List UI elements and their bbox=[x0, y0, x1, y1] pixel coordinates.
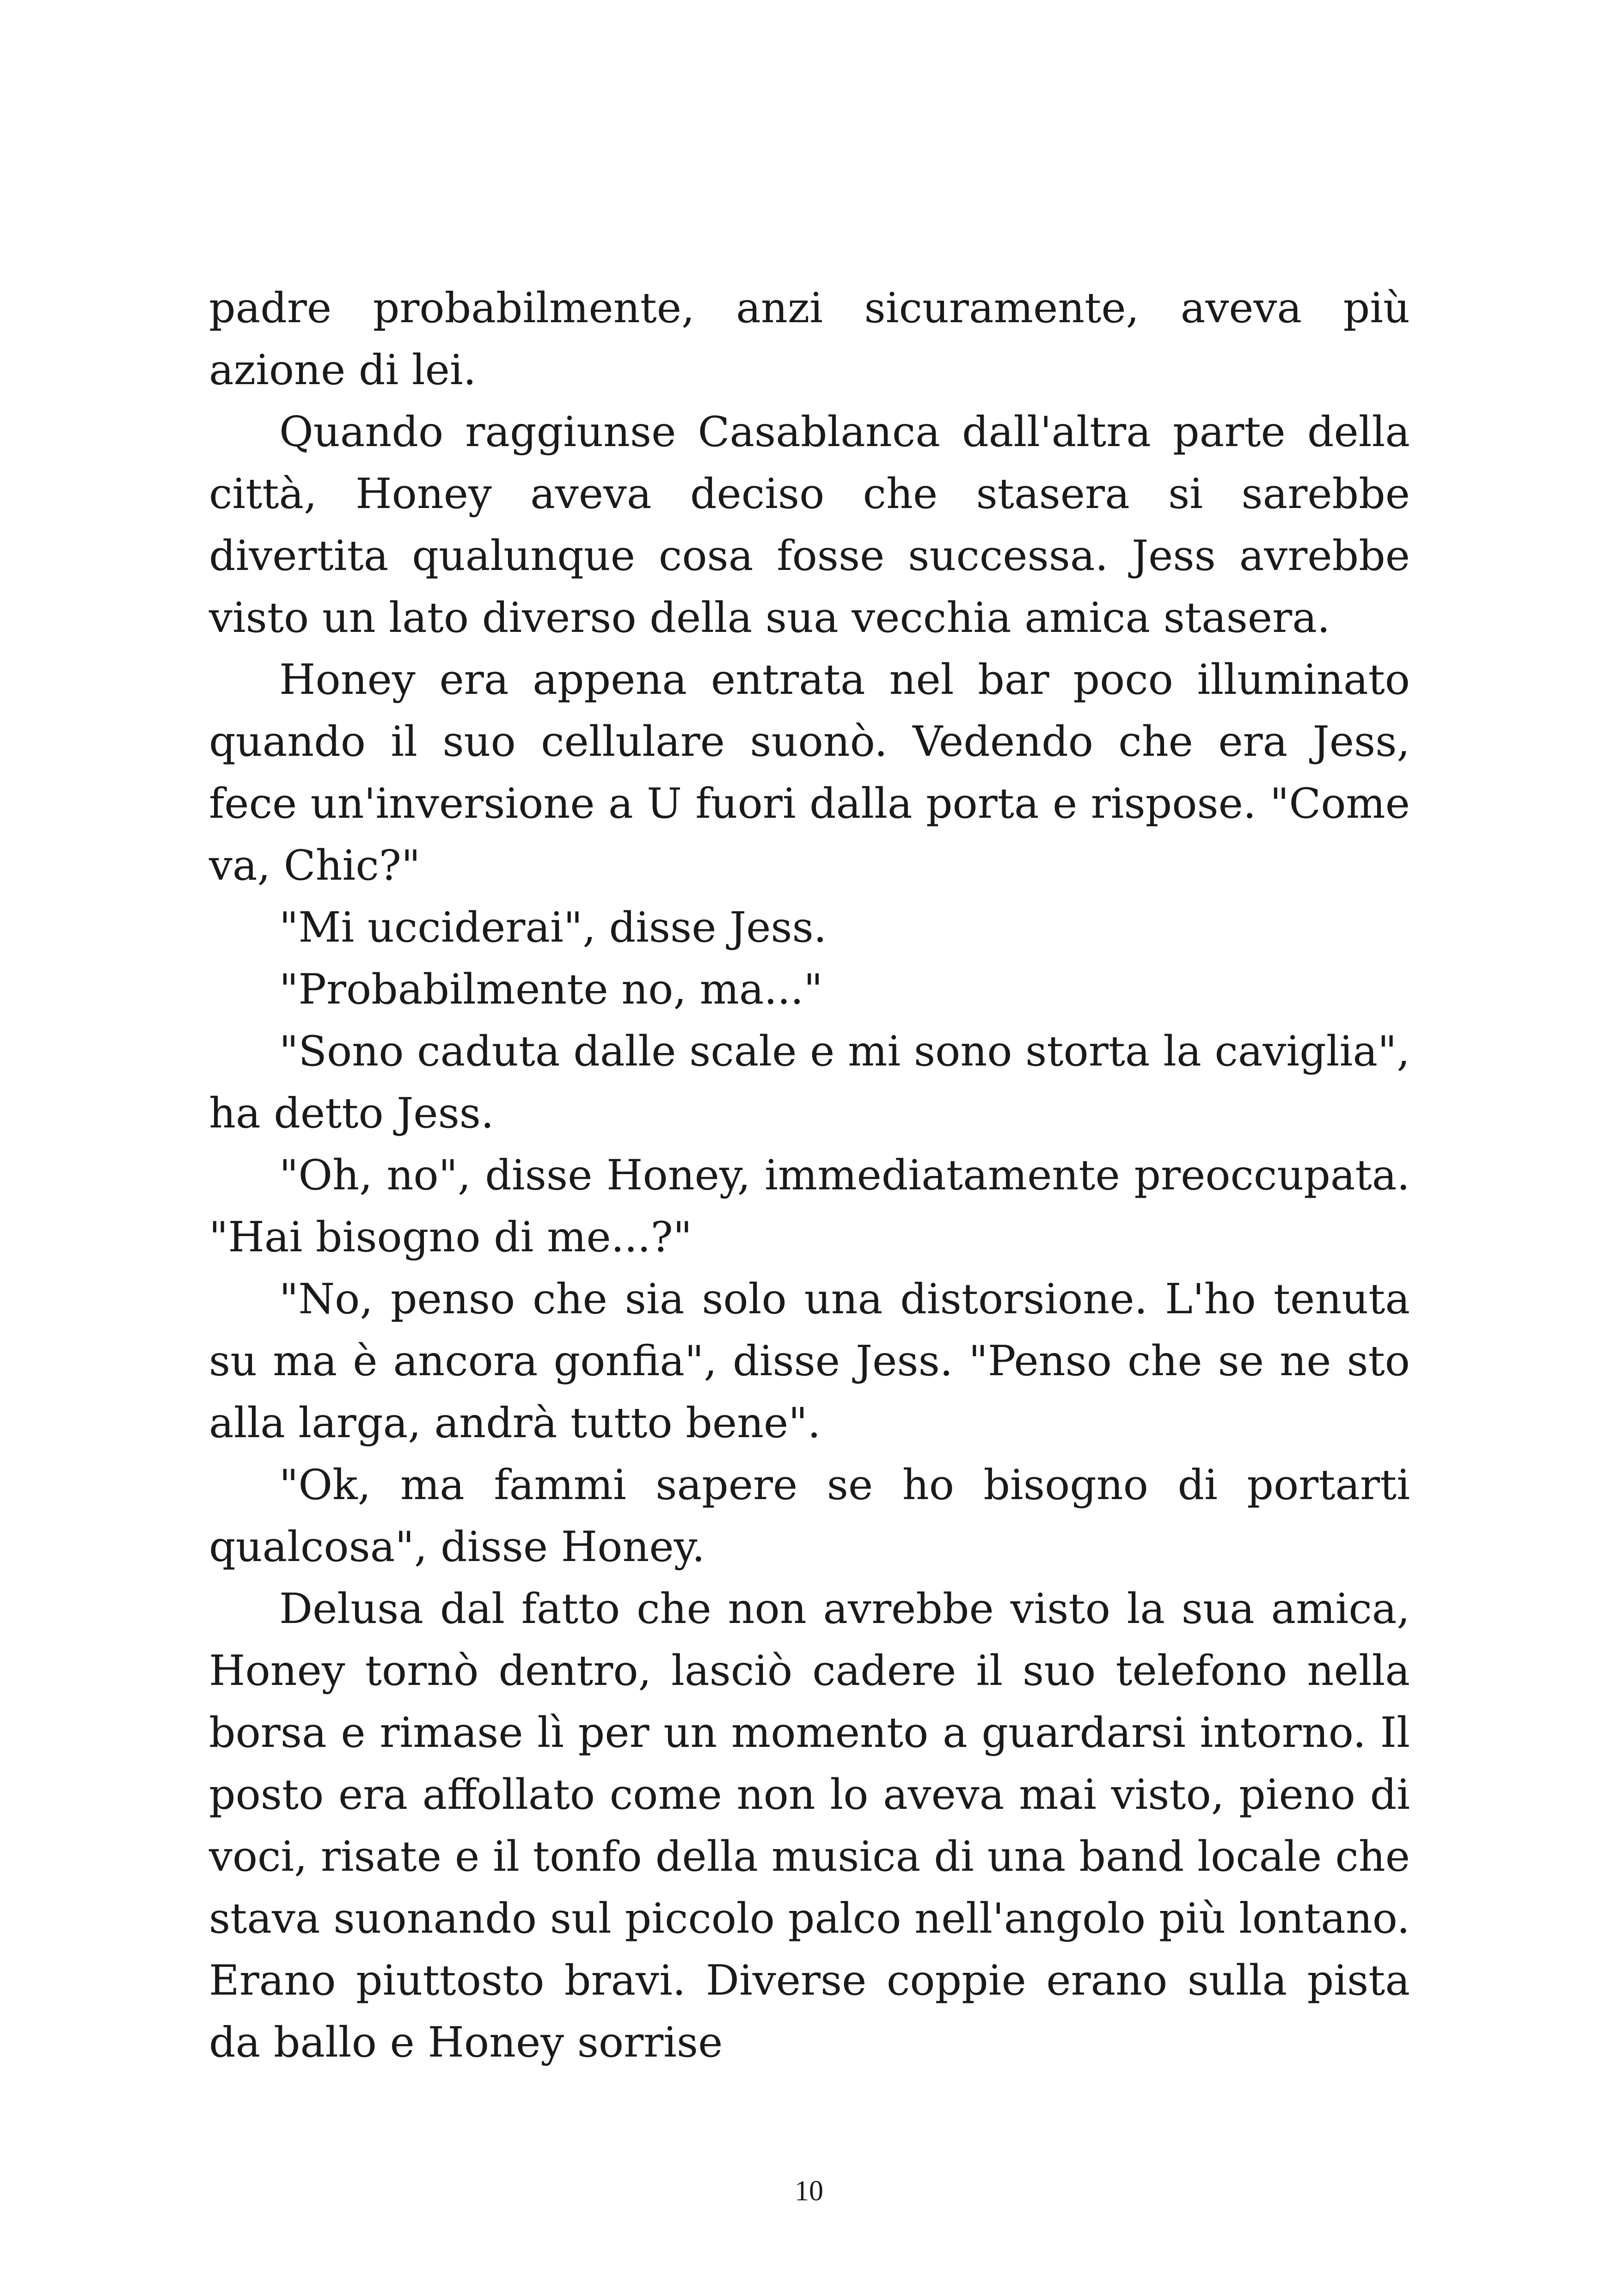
paragraph: Quando raggiunse Casablanca dall'altra parte della città, Honey aveva deciso che stasera si sarebbe divertita qualunque cosa fosse successa. Jess avrebbe visto un lato diverso della sua vecchia amica stasera. bbox=[209, 408, 1410, 642]
body-text bbox=[209, 277, 1410, 2074]
paragraph: "Mi ucciderai", disse Jess. bbox=[279, 903, 827, 952]
paragraph: Delusa dal fatto che non avrebbe visto la sua amica, Honey tornò dentro, lasciò cadere il suo telefono nella borsa e rimase lì per un momento a guardarsi intorno. Il posto era affollato come non lo aveva mai visto, pieno di voci, risate e il tonfo della musica di una band locale che stava suonando sul piccolo palco nell'angolo più lontano. Erano piuttosto bravi. Diverse coppie erano sulla pista da ballo e Honey sorrise bbox=[209, 1585, 1410, 2067]
paragraph: padre probabilmente, anzi sicuramente, aveva più azione di lei. bbox=[209, 284, 1410, 394]
paragraph: "Oh, no", disse Honey, immediatamente preoccupata. "Hai bisogno di me...?" bbox=[209, 1151, 1410, 1261]
paragraph: "Probabilmente no, ma..." bbox=[279, 965, 823, 1014]
page-number: 10 bbox=[795, 2175, 823, 2207]
paragraph: "Sono caduta dalle scale e mi sono storta la caviglia", ha detto Jess. bbox=[209, 1027, 1410, 1138]
paragraph: Honey era appena entrata nel bar poco illuminato quando il suo cellulare suonò. Vedendo che era Jess, fece un'inversione a U fuori dalla porta e rispose. "Come va, Chic?" bbox=[209, 655, 1410, 890]
paragraph: "No, penso che sia solo una distorsione. L'ho tenuta su ma è ancora gonfia", disse Jess. "Penso che se ne sto alla larga, andrà tutto bene". bbox=[209, 1275, 1410, 1447]
paragraph: "Ok, ma fammi sapere se ho bisogno di portarti qualcosa", disse Honey. bbox=[209, 1461, 1410, 1571]
